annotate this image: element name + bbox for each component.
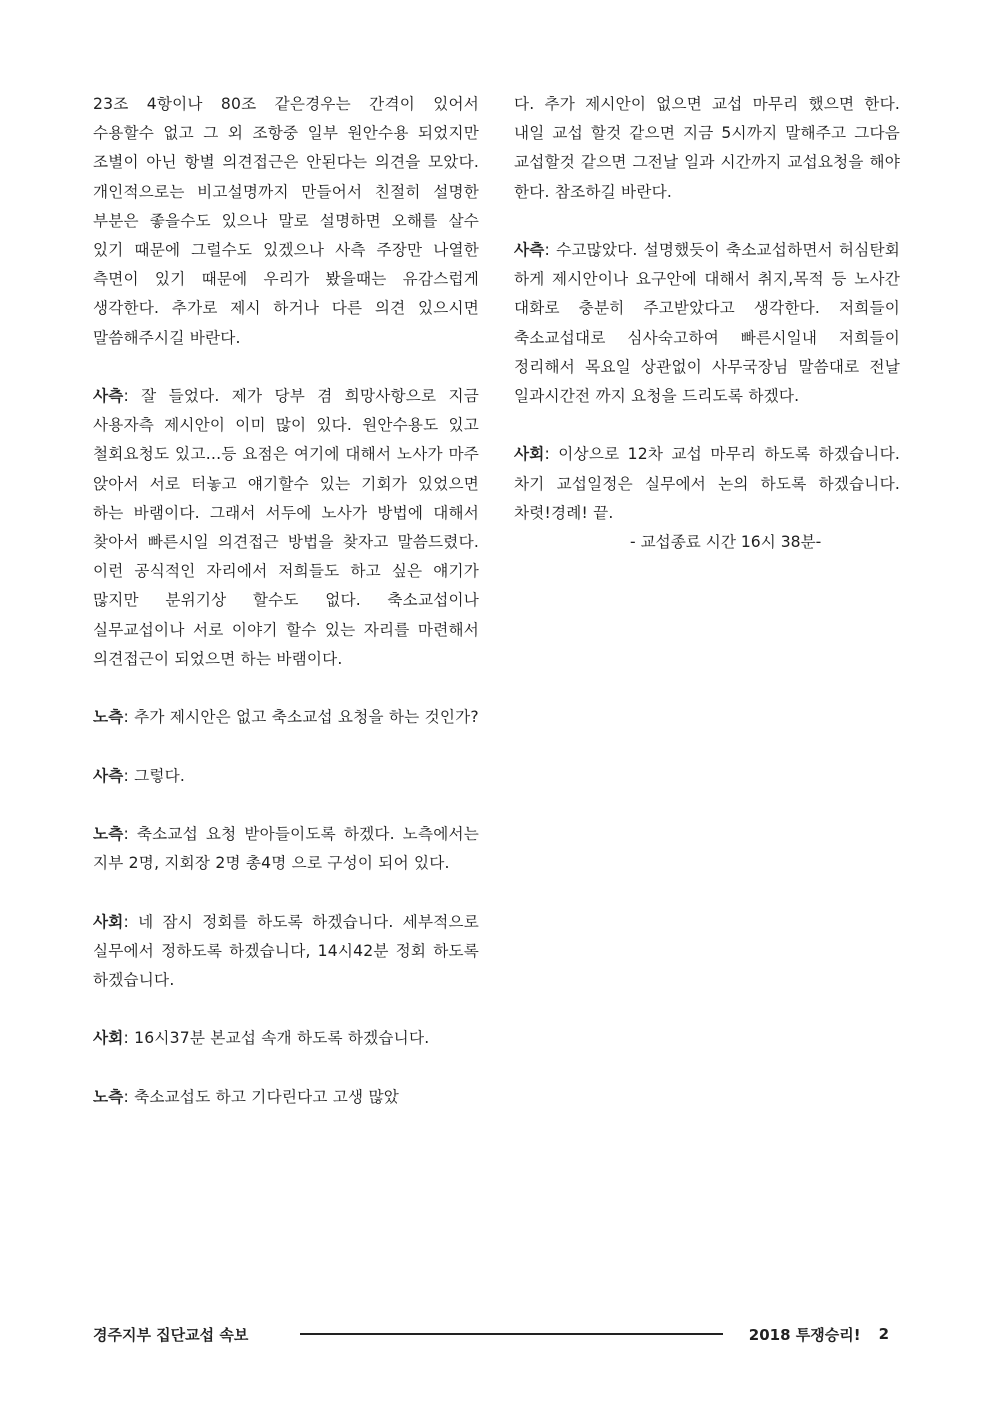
paragraph-text: 23조 4항이나 80조 같은경우는 간격이 있어서 수용할수 없고 그 외 조항중 일부 원안수용 되었지만 조별이 아닌 항별 의견접근은 안된다는 의견을 모았다. 개인적으로는 비고설명까지 만들어서 친절히 설명한 부분은 좋을수도 있으나 말로 설명하면 오해를 살수 있기 때문에 그럴수도 있겠으나 사측 주장만 나열한 측면이 있기 때문에 우리가 봤을때는 유감스럽게 생각한다. 추가로 제시 하거나 다른 의견 있으시면 말씀해주시길 바란다. — [93, 95, 479, 347]
footer-slogan: 2018 투쟁승리! — [748, 1325, 861, 1344]
page-footer — [93, 1322, 889, 1346]
speaker-label: 사측 — [93, 387, 124, 406]
paragraph — [93, 382, 479, 674]
speaker-label: 사회 — [93, 912, 124, 931]
speaker-label: 사측 — [514, 241, 545, 259]
paragraph — [514, 440, 900, 528]
paragraph — [93, 90, 479, 353]
paragraph-text: 다. 추가 제시안이 없으면 교섭 마무리 했으면 한다. 내일 교섭 할것 같으면 지금 5시까지 말해주고 그다음 교섭할것 같으면 그전날 일과 시간까지 교섭요청을 해야 한다. 참조하길 바란다. — [514, 95, 900, 201]
session-end-note: - 교섭종료 시간 16시 38분- — [630, 533, 822, 552]
paragraph — [93, 908, 479, 996]
paragraph — [93, 820, 479, 878]
footer-title: 경주지부 집단교섭 속보 — [93, 1325, 249, 1344]
speaker-label: 노측 — [93, 1087, 124, 1106]
right-column — [514, 90, 900, 557]
paragraph — [514, 90, 900, 207]
paragraph-text: : 추가 제시안은 없고 축소교섭 요청을 하는 것인가? — [123, 708, 479, 727]
paragraph — [514, 236, 900, 411]
paragraph — [93, 1024, 479, 1053]
paragraph — [93, 762, 479, 791]
speaker-label: 사회 — [514, 445, 545, 464]
footer-divider — [300, 1333, 722, 1335]
paragraph-text: : 수고많았다. 설명했듯이 축소교섭하면서 허심탄회 하게 제시안이나 요구안에 대해서 취지,목적 등 노사간 대화로 충분히 주고받았다고 생각한다. 저희들이 축소교섭대로 심사숙고하여 빠른시일내 저희들이 정리해서 목요일 상관없이 사무국장님 말씀대로 전날 일과시간전 까지 요청을 드리도록 하겠다. — [514, 241, 900, 406]
paragraph — [93, 703, 479, 732]
paragraph-text: : 그렇다. — [123, 766, 186, 785]
left-column — [93, 90, 479, 1112]
speaker-label: 사측 — [93, 766, 124, 785]
paragraph-text: : 축소교섭 요청 받아들이도록 하겠다. 노측에서는 지부 2명, 지회장 2명 총4명 으로 구성이 되어 있다. — [93, 825, 479, 873]
paragraph-text: : 잘 들었다. 제가 당부 겸 희망사항으로 지금 사용자측 제시안이 이미 많이 있다. 원안수용도 있고 철회요청도 있고…등 요점은 여기에 대해서 노사가 마주 앉아서 서로 터놓고 얘기할수 있는 기회가 있었으면 하는 바램이다. 그래서 서두에 노사가 방법에 대해서 찾아서 빠른시일 의견접근 방법을 찾자고 말씀드렸다. 이런 공식적인 자리에서 저희들도 하고 싶은 얘기가 많지만 분위기상 할수도 없다. 축소교섭이나 실무교섭이나 서로 이야기 할수 있는 자리를 마련해서 의견접근이 되었으면 하는 바램이다. — [93, 387, 479, 668]
paragraph-text: : 16시37분 본교섭 속개 하도록 하겠습니다. — [123, 1029, 430, 1048]
speaker-label: 사회 — [93, 1029, 124, 1048]
paragraph-text: : 네 잠시 정회를 하도록 하겠습니다. 세부적으로 실무에서 정하도록 하겠습니다, 14시42분 정회 하도록 하겠습니다. — [93, 912, 479, 990]
paragraph-text: : 이상으로 12차 교섭 마무리 하도록 하겠습니다. 차기 교섭일정은 실무에서 논의 하도록 하겠습니다. 차렷!경례! 끝. — [514, 445, 900, 522]
paragraph — [93, 1083, 479, 1112]
speaker-label: 노측 — [93, 825, 124, 844]
speaker-label: 노측 — [93, 708, 124, 727]
paragraph-text: : 축소교섭도 하고 기다린다고 고생 많았 — [123, 1087, 399, 1106]
page-number: 2 — [878, 1325, 889, 1343]
